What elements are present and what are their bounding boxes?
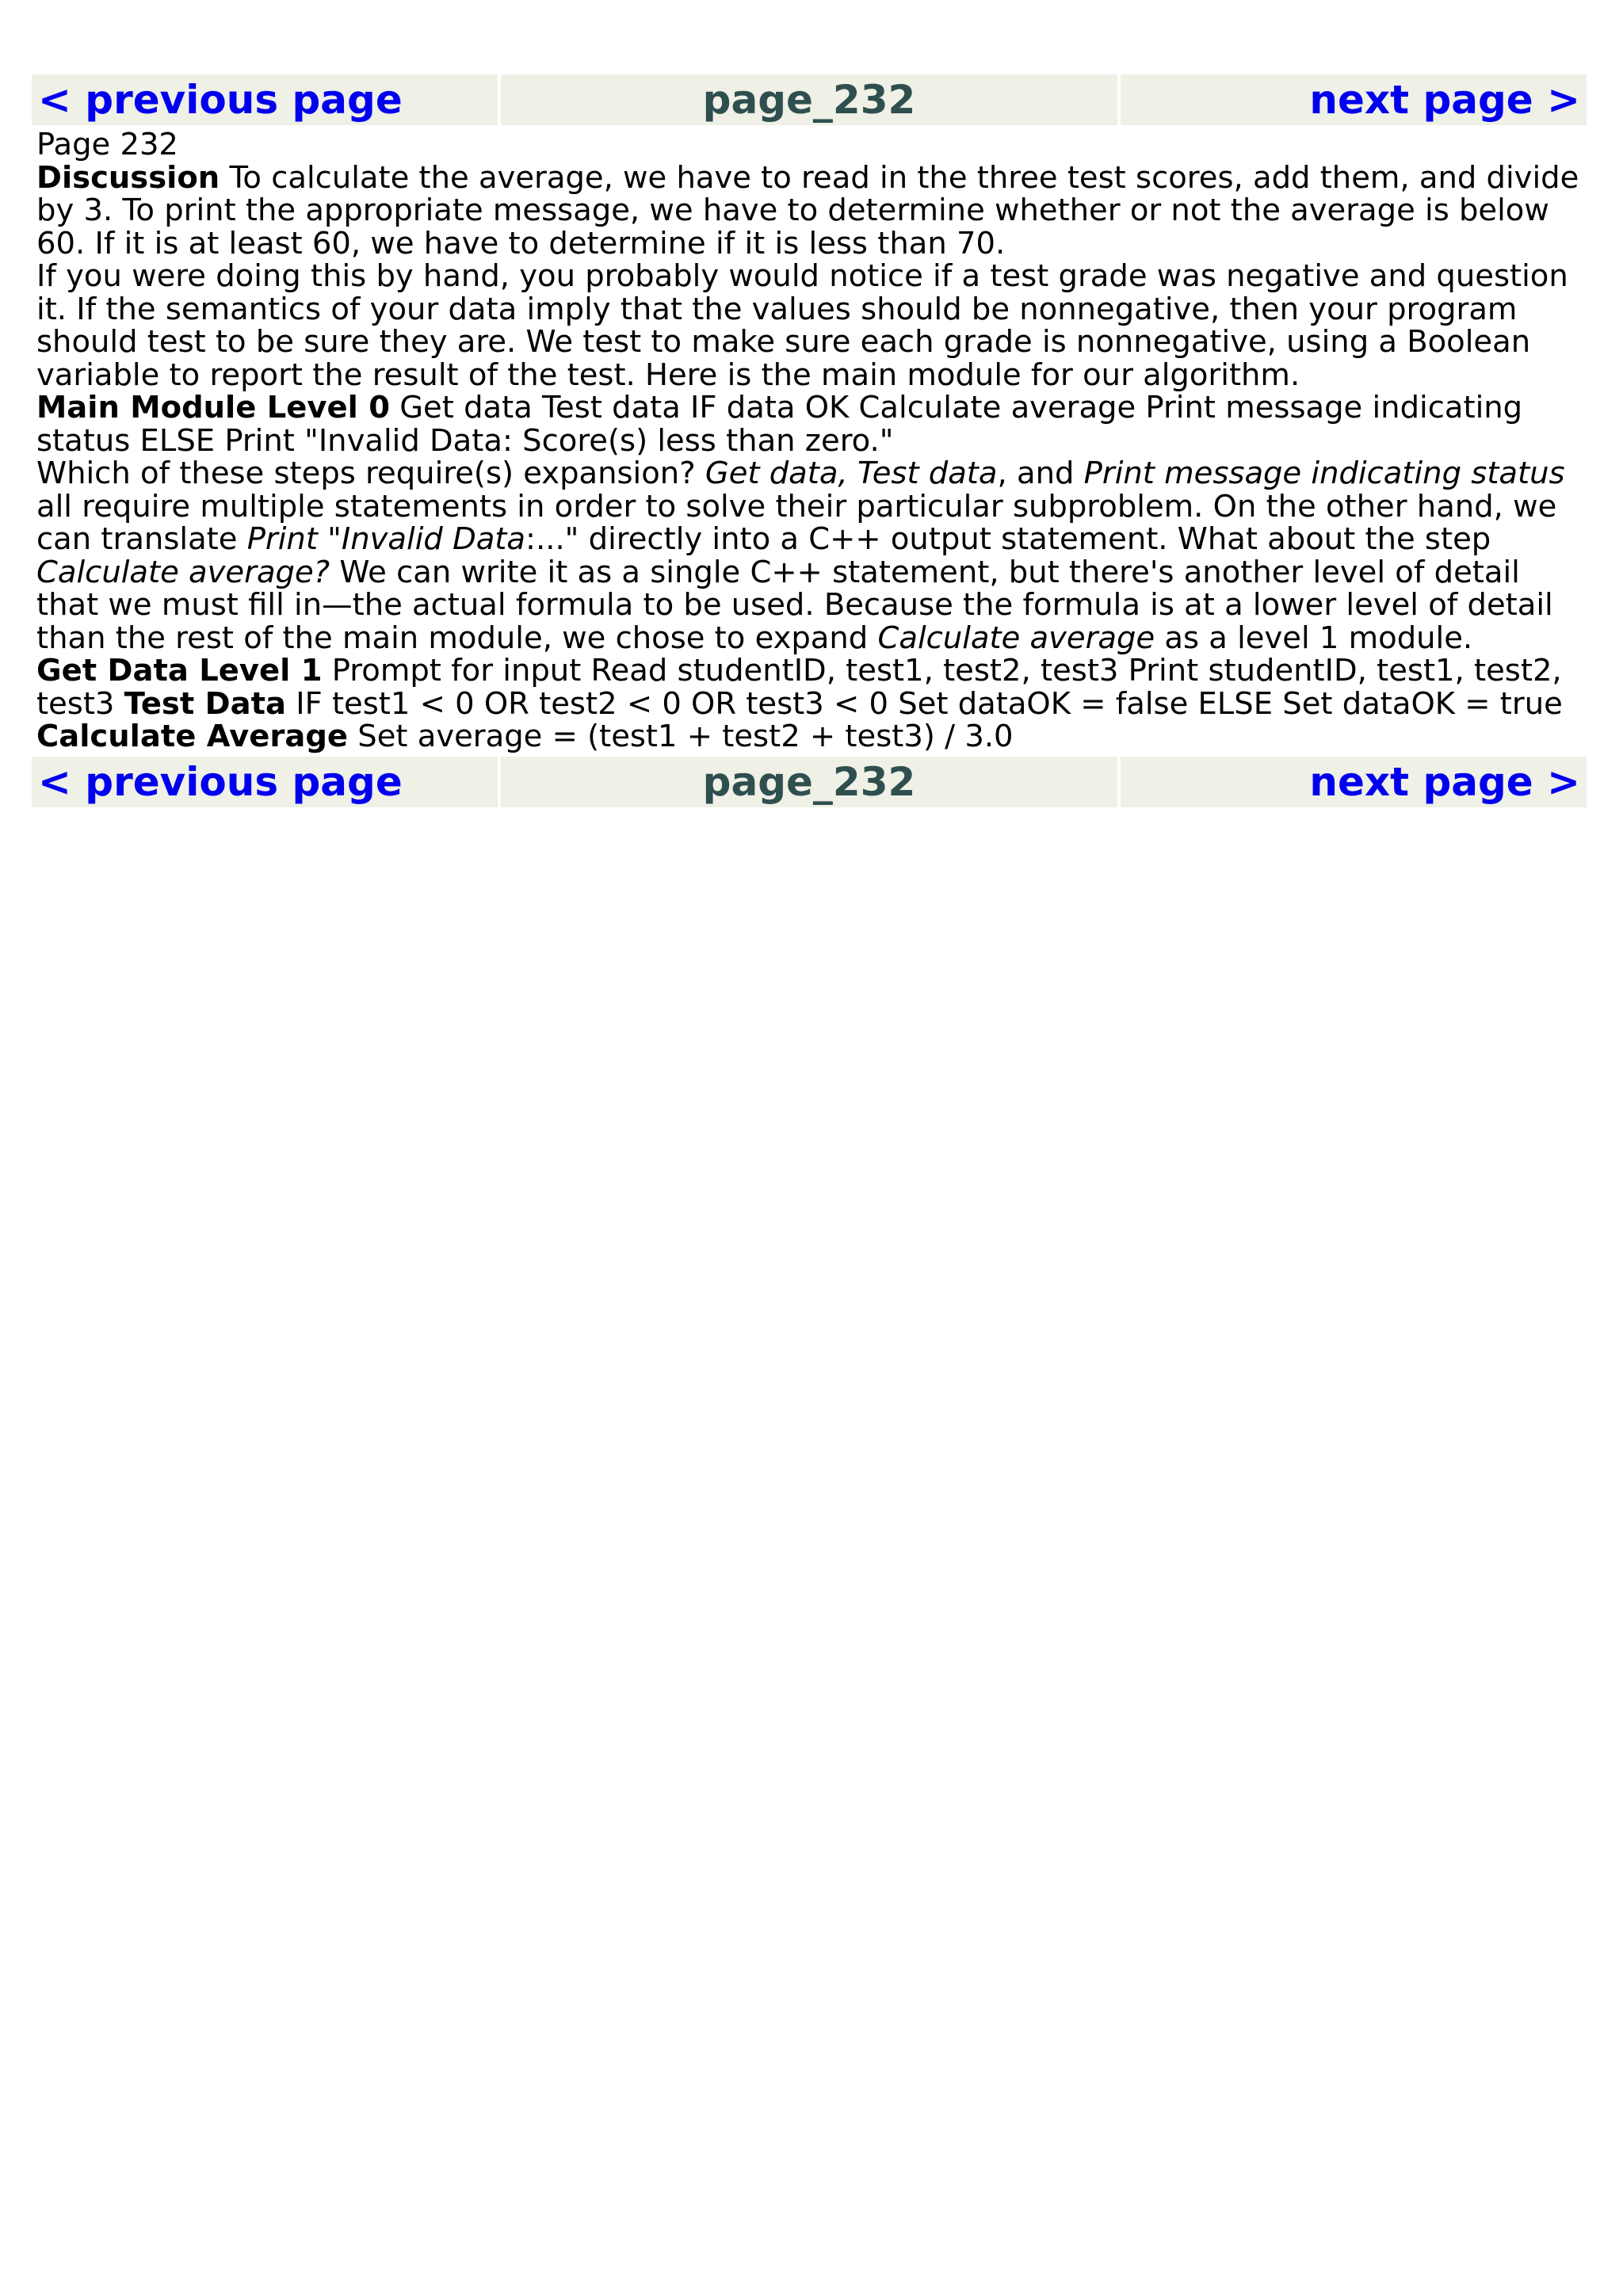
bottom-next-page-link[interactable]: next page > — [1309, 758, 1580, 805]
expansion-italic-calculate-average: Calculate average — [877, 620, 1155, 656]
page-container — [32, 74, 1593, 807]
top-next-page-link[interactable]: next page > — [1309, 77, 1580, 123]
get-data-text: Prompt for input Read studentID, test1, test2, test3 Print studentID, test1, test2, test3 — [36, 653, 1562, 722]
bottom-page-id: page_232 — [501, 757, 1117, 807]
expansion-text-a: Which of these steps require(s) expansion? — [36, 456, 705, 491]
semantics-paragraph: If you were doing this by hand, you probably would notice if a test grade was negative and question it. If the semantics of your data imply that the values should be nonnegative, then your program should test to be sure they are. We test to make sure each grade is nonnegative, using a Boolean variable to report the result of the test. Here is the main module for our algorithm. — [36, 258, 1568, 393]
level1-modules-paragraph — [36, 654, 1590, 753]
discussion-text: To calculate the average, we have to read in the three test scores, add them, and divide by 3. To print the appropriate message, we have to determine whether or not the average is below 60. If it is at least 60, we have to determine if it is less than 70. — [36, 159, 1579, 261]
top-nav-next-cell — [1121, 74, 1587, 125]
expansion-text-b: , and — [997, 456, 1084, 491]
get-data-heading: Get Data Level 1 — [36, 653, 323, 688]
expansion-text-d: :..." directly into a C++ output statement. What about the step — [525, 521, 1491, 557]
bottom-previous-page-link[interactable]: < previous page — [38, 758, 403, 805]
expansion-text-c: all require multiple statements in order to solve their particular subproblem. On the other hand, we can translate — [36, 488, 1557, 557]
page-content — [32, 125, 1593, 757]
calculate-average-text: Set average = (test1 + test2 + test3) / 3.0 — [348, 719, 1014, 754]
expansion-italic-print-message: Print message indicating status — [1083, 456, 1565, 491]
test-data-heading: Test Data — [124, 685, 286, 722]
bottom-nav-prev-cell — [32, 757, 498, 807]
expansion-italic-invalid-data: Print "Invalid Data — [246, 521, 525, 557]
discussion-paragraph — [36, 159, 1590, 261]
bottom-navigation-bar — [29, 757, 1590, 807]
page-label: Page 232 — [36, 127, 178, 162]
calculate-average-heading: Calculate Average — [36, 719, 349, 754]
top-navigation-bar — [29, 74, 1590, 125]
main-module-text: Get data Test data IF data OK Calculate average Print message indicating status ELSE Print "Invalid Data: Score(s) less than zero." — [36, 390, 1523, 459]
expansion-italic-calculate-average-q: Calculate average? — [36, 554, 330, 590]
expansion-italic-get-test-data: Get data, Test data — [705, 456, 998, 491]
bottom-nav-next-cell — [1121, 757, 1587, 807]
discussion-heading: Discussion — [36, 159, 220, 196]
expansion-text-f: as a level 1 module. — [1155, 620, 1473, 656]
main-module-paragraph — [36, 391, 1590, 457]
top-page-id: page_232 — [501, 74, 1117, 125]
top-nav-prev-cell — [32, 74, 498, 125]
test-data-text: IF test1 < 0 OR test2 < 0 OR test3 < 0 Set dataOK = false ELSE Set dataOK = true — [285, 685, 1563, 722]
expansion-paragraph — [36, 457, 1590, 654]
expansion-text-e: We can write it as a single C++ statement, but there's another level of detail that we must fill in—the actual formula to be used. Because the formula is at a lower level of detail than the rest of the main module, we chose to expand — [36, 554, 1553, 656]
top-previous-page-link[interactable]: < previous page — [38, 77, 403, 123]
main-module-heading: Main Module Level 0 — [36, 390, 390, 425]
